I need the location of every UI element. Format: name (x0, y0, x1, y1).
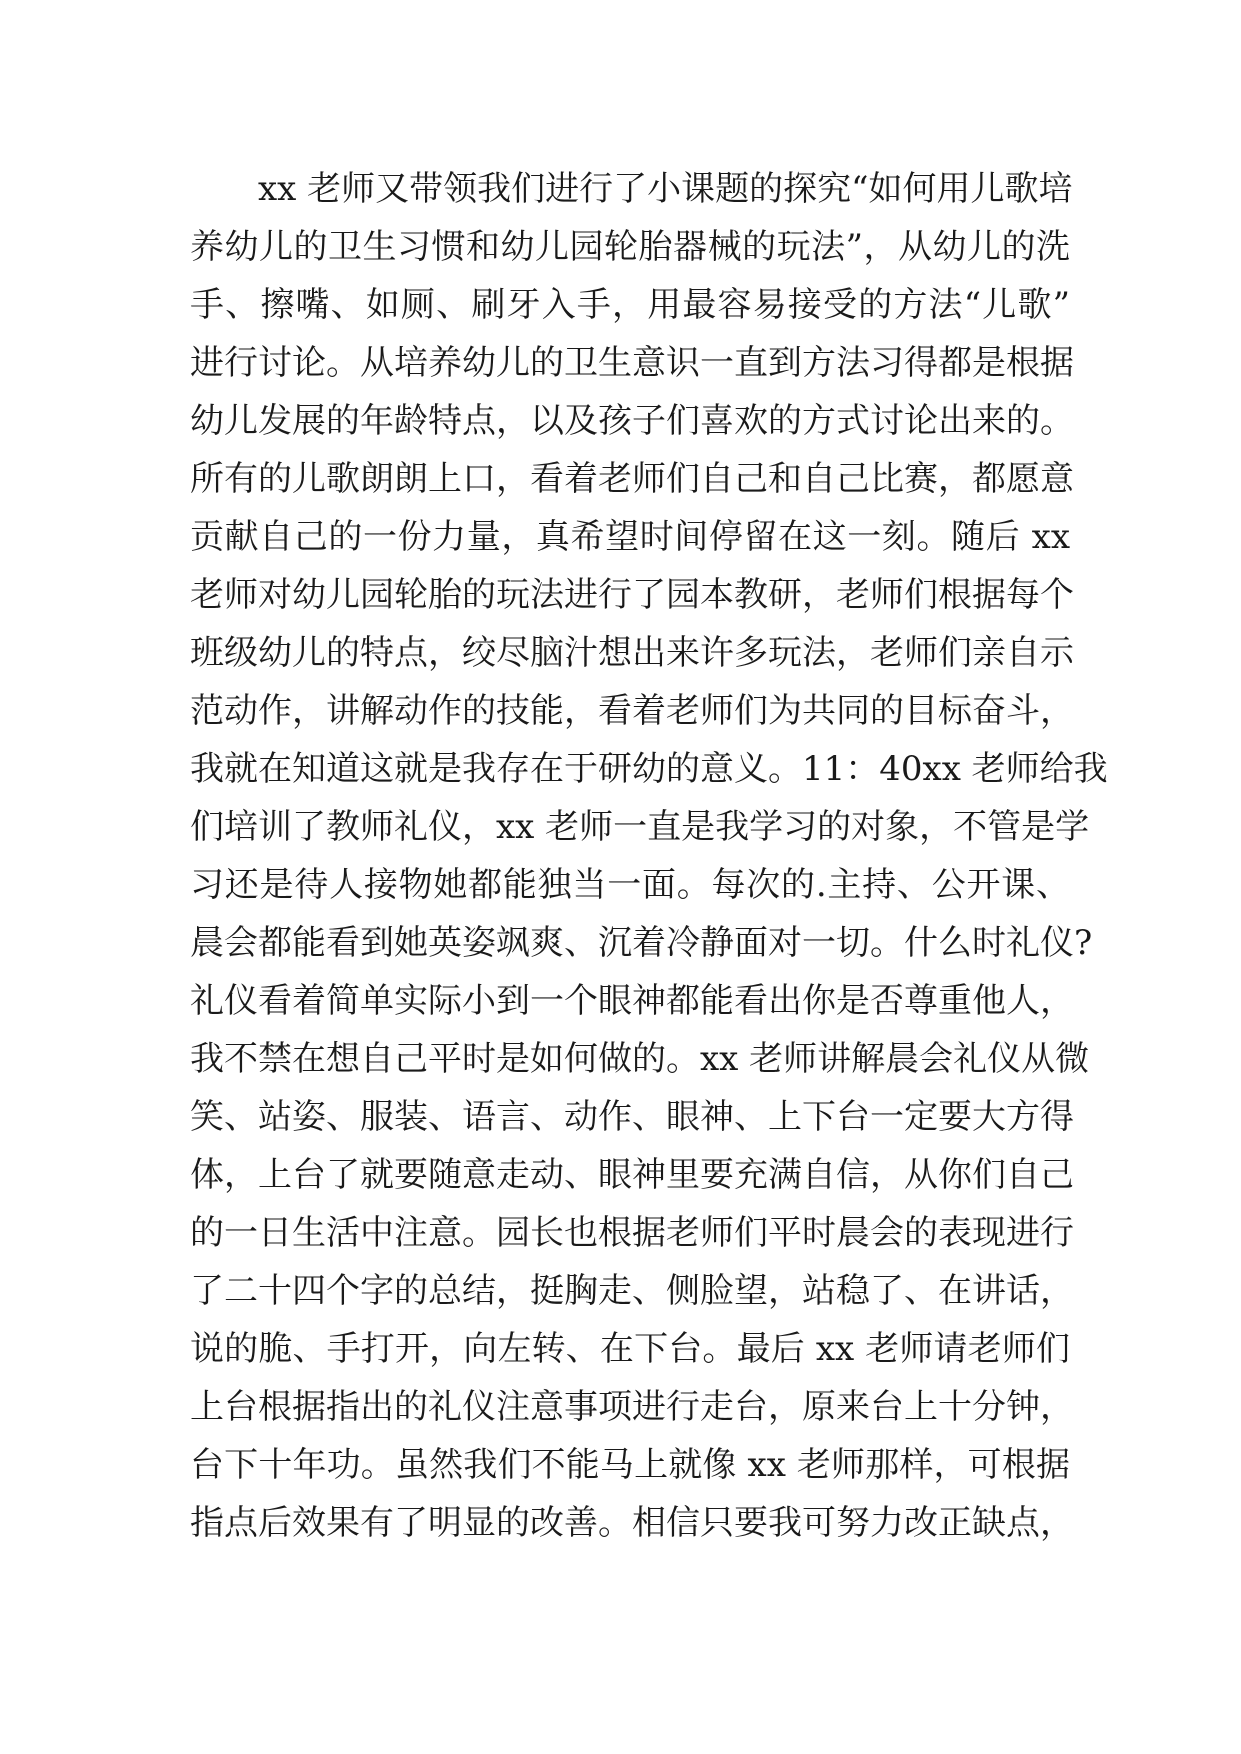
text-line: 幼儿发展的年龄特点，以及孩子们喜欢的方式讨论出来的。 (190, 401, 1074, 441)
text-line: 习还是待人接物她都能独当一面。每次的.主持、公开课、 (190, 865, 1070, 905)
text-line: 上台根据指出的礼仪注意事项进行走台，原来台上十分钟， (190, 1387, 1074, 1427)
text-line: 体，上台了就要随意走动、眼神里要充满自信，从你们自己 (190, 1155, 1074, 1195)
text-line: 范动作，讲解动作的技能，看着老师们为共同的目标奋斗， (190, 691, 1074, 731)
text-line: 所有的儿歌朗朗上口，看着老师们自己和自己比赛，都愿意 (190, 459, 1074, 499)
text-line: 贡献自己的一份力量，真希望时间停留在这一刻。随后 xx (190, 517, 1070, 557)
text-line: 台下十年功。虽然我们不能马上就像 xx 老师那样，可根据 (190, 1445, 1070, 1485)
text-line: 说的脆、手打开，向左转、在下台。最后 xx 老师请老师们 (190, 1329, 1070, 1369)
text-line: 我不禁在想自己平时是如何做的。xx 老师讲解晨会礼仪从微 (190, 1039, 1090, 1079)
text-line: 礼仪看着简单实际小到一个眼神都能看出你是否尊重他人， (190, 981, 1074, 1021)
text-line: 老师对幼儿园轮胎的玩法进行了园本教研，老师们根据每个 (190, 575, 1074, 615)
text-line: 我就在知道这就是我存在于研幼的意义。11：40xx 老师给我 (190, 749, 1108, 789)
text-line: 们培训了教师礼仪，xx 老师一直是我学习的对象，不管是学 (190, 807, 1090, 847)
text-line: 班级幼儿的特点，绞尽脑汁想出来许多玩法，老师们亲自示 (190, 633, 1074, 673)
text-line: 晨会都能看到她英姿飒爽、沉着冷静面对一切。什么时礼仪? (190, 923, 1093, 963)
text-line: 指点后效果有了明显的改善。相信只要我可努力改正缺点， (190, 1503, 1074, 1543)
text-line: 的一日生活中注意。园长也根据老师们平时晨会的表现进行 (190, 1213, 1074, 1253)
text-line: 进行讨论。从培养幼儿的卫生意识一直到方法习得都是根据 (190, 343, 1074, 383)
text-line: 手、擦嘴、如厕、刷牙入手，用最容易接受的方法“儿歌” (190, 285, 1070, 325)
text-line: 笑、站姿、服装、语言、动作、眼神、上下台一定要大方得 (190, 1097, 1074, 1137)
text-line: 了二十四个字的总结，挺胸走、侧脸望，站稳了、在讲话， (190, 1271, 1074, 1311)
body-paragraph (190, 160, 1108, 1552)
text-line: xx 老师又带领我们进行了小课题的探究“如何用儿歌培 (258, 169, 1073, 209)
text-line: 养幼儿的卫生习惯和幼儿园轮胎器械的玩法”，从幼儿的洗 (190, 227, 1070, 267)
